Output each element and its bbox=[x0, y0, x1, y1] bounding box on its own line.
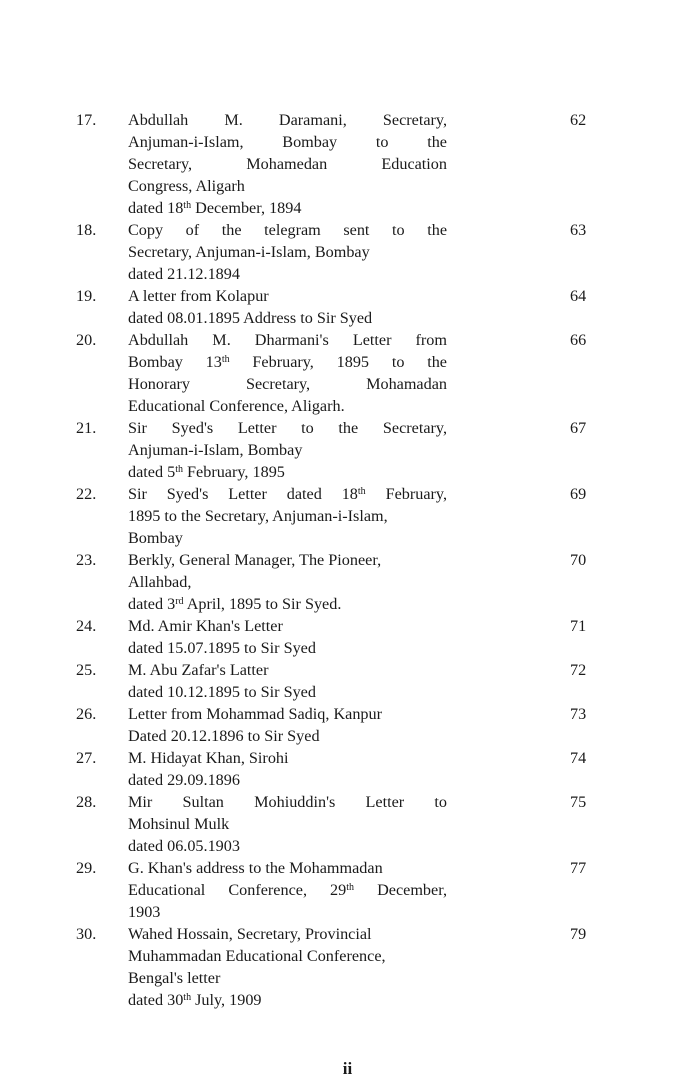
line-text-continued: February, 1895 to the bbox=[229, 353, 447, 371]
entry-line bbox=[128, 351, 447, 373]
entry-page-number: 73 bbox=[570, 705, 587, 723]
ordinal-superscript: th bbox=[183, 200, 192, 211]
entry-page-number: 77 bbox=[570, 859, 587, 877]
entry-number: 26. bbox=[76, 705, 97, 723]
entry-page-number: 74 bbox=[570, 749, 587, 767]
entry-line: Bombay bbox=[128, 529, 183, 547]
entry-page-number: 63 bbox=[570, 221, 587, 239]
entry-page-number: 64 bbox=[570, 287, 587, 305]
toc-entry bbox=[76, 659, 596, 703]
toc-entry bbox=[76, 615, 596, 659]
entry-description bbox=[128, 219, 447, 285]
entry-description bbox=[128, 703, 447, 747]
entry-number: 17. bbox=[76, 111, 97, 129]
toc-entry bbox=[76, 417, 596, 483]
entry-description bbox=[128, 109, 447, 219]
entry-page-number: 71 bbox=[570, 617, 587, 635]
entry-line: dated 15.07.1895 to Sir Syed bbox=[128, 639, 316, 657]
entry-line bbox=[128, 483, 447, 505]
entry-description bbox=[128, 615, 447, 659]
entry-line: dated 29.09.1896 bbox=[128, 771, 240, 789]
entry-description bbox=[128, 329, 447, 417]
entry-number: 24. bbox=[76, 617, 97, 635]
entry-description bbox=[128, 549, 447, 615]
toc-entry bbox=[76, 483, 596, 549]
toc-entry bbox=[76, 791, 596, 857]
line-text: dated 30 bbox=[128, 991, 184, 1009]
entry-number: 27. bbox=[76, 749, 97, 767]
toc-entry bbox=[76, 747, 596, 791]
line-text-continued: February, bbox=[365, 485, 447, 503]
entry-number: 28. bbox=[76, 793, 97, 811]
line-text: Sir Syed's Letter dated 18 bbox=[128, 485, 358, 503]
entry-line: Abdullah M. Daramani, Secretary, bbox=[128, 111, 447, 129]
entry-page-number: 66 bbox=[570, 331, 587, 349]
entry-line: dated 21.12.1894 bbox=[128, 265, 240, 283]
ordinal-superscript: th bbox=[175, 464, 183, 475]
ordinal-superscript: th bbox=[221, 354, 230, 365]
entry-description bbox=[128, 417, 447, 483]
entry-description bbox=[128, 923, 447, 1011]
entry-description bbox=[128, 857, 447, 923]
entry-line: Secretary, Mohamedan Education bbox=[128, 155, 447, 173]
entry-number: 30. bbox=[76, 925, 97, 943]
entry-number: 18. bbox=[76, 221, 97, 239]
line-text-continued: December, 1894 bbox=[191, 199, 302, 217]
toc-entry bbox=[76, 109, 596, 219]
toc-entry bbox=[76, 285, 596, 329]
entry-line: Allahbad, bbox=[128, 573, 192, 591]
entry-page-number: 62 bbox=[570, 111, 587, 129]
line-text-continued: December, bbox=[354, 881, 447, 899]
entry-page-number: 69 bbox=[570, 485, 587, 503]
entry-line: Anjuman-i-Islam, Bombay bbox=[128, 441, 303, 459]
table-of-contents bbox=[76, 109, 596, 1011]
entry-line: Educational Conference, Aligarh. bbox=[128, 397, 345, 415]
entry-line: Mir Sultan Mohiuddin's Letter to bbox=[128, 793, 447, 811]
entry-line bbox=[128, 461, 447, 483]
entry-line: Wahed Hossain, Secretary, Provincial bbox=[128, 925, 372, 943]
entry-line: Md. Amir Khan's Letter bbox=[128, 617, 283, 635]
toc-entry bbox=[76, 923, 596, 1011]
ordinal-superscript: th bbox=[183, 992, 192, 1003]
entry-line bbox=[128, 879, 447, 901]
toc-entry bbox=[76, 219, 596, 285]
line-text-continued: July, 1909 bbox=[191, 991, 262, 1009]
line-text: dated 18 bbox=[128, 199, 184, 217]
entry-line: dated 06.05.1903 bbox=[128, 837, 240, 855]
entry-line: 1903 bbox=[128, 903, 161, 921]
toc-entry bbox=[76, 857, 596, 923]
entry-number: 23. bbox=[76, 551, 97, 569]
entry-line: Berkly, General Manager, The Pioneer, bbox=[128, 551, 382, 569]
entry-number: 21. bbox=[76, 419, 97, 437]
entry-page-number: 79 bbox=[570, 925, 587, 943]
entry-line bbox=[128, 593, 447, 615]
entry-number: 25. bbox=[76, 661, 97, 679]
ordinal-superscript: th bbox=[357, 486, 366, 497]
entry-line bbox=[128, 197, 447, 219]
entry-line: Sir Syed's Letter to the Secretary, bbox=[128, 419, 447, 437]
line-text-continued: February, 1895 bbox=[182, 463, 285, 481]
entry-line: Mohsinul Mulk bbox=[128, 815, 230, 833]
ordinal-superscript: rd bbox=[175, 596, 184, 607]
entry-line: Copy of the telegram sent to the bbox=[128, 221, 447, 239]
line-text: dated 5 bbox=[128, 463, 176, 481]
entry-description bbox=[128, 791, 447, 857]
entry-line: Secretary, Anjuman-i-Islam, Bombay bbox=[128, 243, 370, 261]
toc-entry bbox=[76, 703, 596, 747]
entry-number: 20. bbox=[76, 331, 97, 349]
entry-number: 22. bbox=[76, 485, 97, 503]
entry-line: Honorary Secretary, Mohamadan bbox=[128, 375, 447, 393]
entry-line: 1895 to the Secretary, Anjuman-i-Islam, bbox=[128, 507, 388, 525]
entry-page-number: 72 bbox=[570, 661, 587, 679]
line-text: Educational Conference, 29 bbox=[128, 881, 347, 899]
entry-line: Muhammadan Educational Conference, bbox=[128, 947, 386, 965]
entry-line: Anjuman-i-Islam, Bombay to the bbox=[128, 133, 447, 151]
entry-description bbox=[128, 483, 447, 549]
line-text-continued: April, 1895 to Sir Syed. bbox=[183, 595, 342, 613]
toc-entry bbox=[76, 549, 596, 615]
entry-line: dated 08.01.1895 Address to Sir Syed bbox=[128, 309, 373, 327]
entry-description bbox=[128, 747, 447, 791]
entry-description bbox=[128, 285, 447, 329]
entry-line: M. Abu Zafar's Latter bbox=[128, 661, 269, 679]
entry-line: M. Hidayat Khan, Sirohi bbox=[128, 749, 289, 767]
entry-page-number: 70 bbox=[570, 551, 587, 569]
ordinal-superscript: th bbox=[346, 882, 355, 893]
entry-line: Abdullah M. Dharmani's Letter from bbox=[128, 331, 447, 349]
entry-number: 19. bbox=[76, 287, 97, 305]
entry-line: G. Khan's address to the Mohammadan bbox=[128, 859, 383, 877]
entry-number: 29. bbox=[76, 859, 97, 877]
entry-line: Dated 20.12.1896 to Sir Syed bbox=[128, 727, 320, 745]
entry-page-number: 75 bbox=[570, 793, 587, 811]
entry-line: dated 10.12.1895 to Sir Syed bbox=[128, 683, 316, 701]
entry-line: Letter from Mohammad Sadiq, Kanpur bbox=[128, 705, 382, 723]
entry-line: Congress, Aligarh bbox=[128, 177, 245, 195]
entry-page-number: 67 bbox=[570, 419, 587, 437]
entry-line bbox=[128, 989, 447, 1011]
entry-description bbox=[128, 659, 447, 703]
line-text: Bombay 13 bbox=[128, 353, 222, 371]
page-number-folio: ii bbox=[342, 1059, 353, 1078]
entry-line: A letter from Kolapur bbox=[128, 287, 269, 305]
toc-entry bbox=[76, 329, 596, 417]
line-text: dated 3 bbox=[128, 595, 176, 613]
entry-line: Bengal's letter bbox=[128, 969, 221, 987]
